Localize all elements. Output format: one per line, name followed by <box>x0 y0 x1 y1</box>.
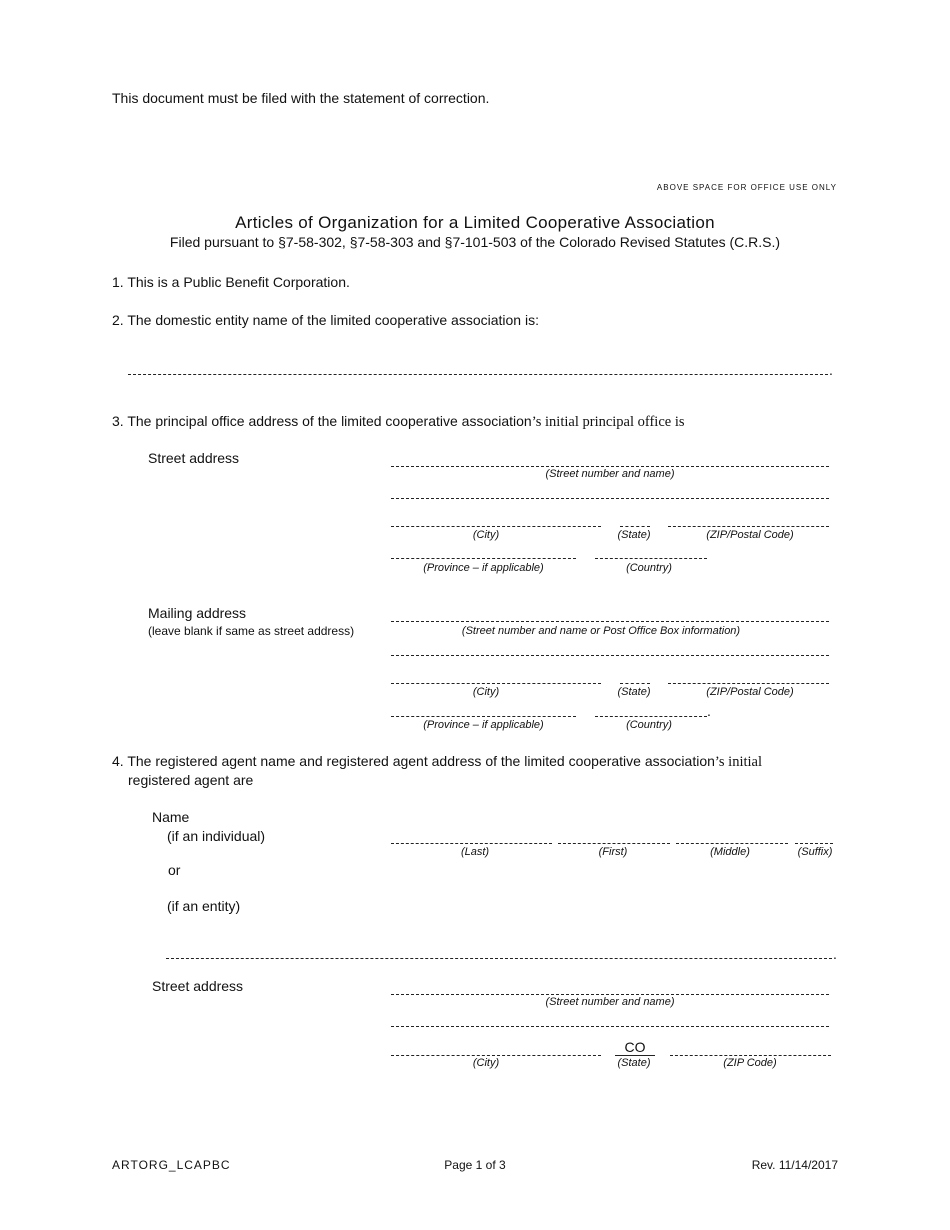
caption-street-po: (Street number and name or Post Office Box information) <box>461 625 741 637</box>
mailing-label: Mailing address <box>148 605 247 621</box>
agent-name-label: Name <box>152 809 190 825</box>
principal-zip-field[interactable] <box>668 526 829 527</box>
item-4-text: 4. The registered agent name and registered agent address of the limited cooperative association <box>112 753 715 769</box>
agent-street-line-1[interactable] <box>391 994 829 995</box>
caption-city: (City) <box>472 1057 500 1069</box>
caption-last: (Last) <box>460 846 490 858</box>
agent-last-field[interactable] <box>391 843 552 844</box>
mailing-zip-field[interactable] <box>668 683 829 684</box>
principal-state-field[interactable] <box>620 526 650 527</box>
principal-city-field[interactable] <box>391 526 601 527</box>
mailing-street-line-2[interactable] <box>391 655 829 656</box>
mailing-country-field[interactable] <box>595 716 707 717</box>
form-title: Articles of Organization for a Limited Cooperative Association <box>235 213 715 232</box>
item-4 <box>112 753 762 771</box>
mailing-hint: (leave blank if same as street address) <box>148 624 355 638</box>
agent-first-field[interactable] <box>558 843 670 844</box>
mailing-province-field[interactable] <box>391 716 576 717</box>
entity-name-field[interactable] <box>128 374 828 375</box>
caption-zip-postal: (ZIP/Postal Code) <box>706 529 794 541</box>
agent-entity-period: . <box>833 946 837 962</box>
filing-note: This document must be filed with the statement of correction. <box>112 90 490 106</box>
agent-suffix-field[interactable] <box>795 843 833 844</box>
principal-street-line-2[interactable] <box>391 498 829 499</box>
agent-middle-field[interactable] <box>676 843 788 844</box>
caption-zip-postal: (ZIP/Postal Code) <box>706 686 794 698</box>
principal-street-label: Street address <box>148 450 240 466</box>
agent-zip-field[interactable] <box>670 1055 831 1056</box>
caption-street: (Street number and name) <box>545 468 675 480</box>
principal-street-line-1[interactable] <box>391 466 829 467</box>
caption-province: (Province – if applicable) <box>423 562 544 574</box>
caption-city: (City) <box>472 686 500 698</box>
caption-first: (First) <box>598 846 628 858</box>
agent-entity-label: (if an entity) <box>167 898 241 914</box>
mailing-period: . <box>707 703 711 719</box>
form-id: ARTORG_LCAPBC <box>112 1158 231 1172</box>
item-3-text-tail: ’s initial principal office is <box>531 414 685 430</box>
item-3 <box>112 413 685 431</box>
caption-suffix: (Suffix) <box>797 846 833 858</box>
caption-city: (City) <box>472 529 500 541</box>
item-1: 1. This is a Public Benefit Corporation. <box>112 274 350 290</box>
entity-name-period: . <box>829 362 833 378</box>
page-number: Page 1 of 3 <box>444 1158 506 1172</box>
agent-entity-field[interactable] <box>166 958 832 959</box>
office-use-label: ABOVE SPACE FOR OFFICE USE ONLY <box>656 183 837 192</box>
form-subtitle: Filed pursuant to §7-58-302, §7-58-303 and §7-101-503 of the Colorado Revised Statutes (C.R.S.) <box>169 234 781 250</box>
item-3-text: 3. The principal office address of the limited cooperative association <box>112 413 532 429</box>
principal-country-field[interactable] <box>595 558 707 559</box>
revision-date: Rev. 11/14/2017 <box>751 1158 838 1172</box>
caption-country: (Country) <box>626 562 672 574</box>
agent-city-field[interactable] <box>391 1055 601 1056</box>
agent-individual-label: (if an individual) <box>167 828 266 844</box>
agent-street-label: Street address <box>152 978 244 994</box>
caption-zip: (ZIP Code) <box>723 1057 777 1069</box>
principal-province-field[interactable] <box>391 558 576 559</box>
mailing-state-field[interactable] <box>620 683 650 684</box>
caption-province: (Province – if applicable) <box>423 719 544 731</box>
caption-state: (State) <box>617 1057 651 1069</box>
agent-street-line-2[interactable] <box>391 1026 829 1027</box>
item-4-continued: registered agent are <box>128 772 254 788</box>
caption-state: (State) <box>617 529 651 541</box>
caption-country: (Country) <box>626 719 672 731</box>
agent-or-label: or <box>168 862 181 878</box>
caption-state: (State) <box>617 686 651 698</box>
item-4-text-tail: ’s initial <box>714 754 763 770</box>
agent-state-value: CO <box>615 1039 655 1056</box>
caption-street: (Street number and name) <box>545 996 675 1008</box>
mailing-city-field[interactable] <box>391 683 601 684</box>
mailing-street-line-1[interactable] <box>391 621 829 622</box>
item-2: 2. The domestic entity name of the limited cooperative association is: <box>112 312 539 328</box>
caption-middle: (Middle) <box>710 846 750 858</box>
